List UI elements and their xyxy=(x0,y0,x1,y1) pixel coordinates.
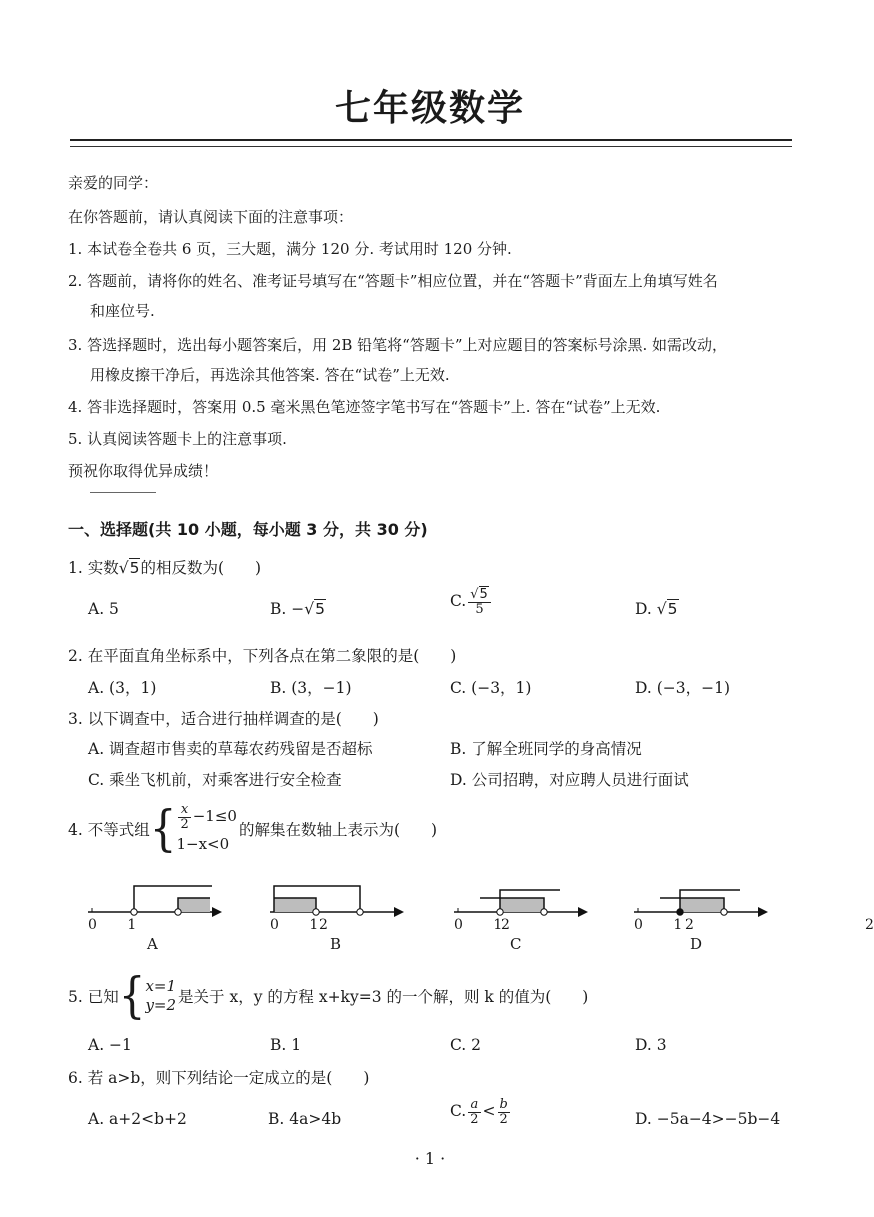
notice-item-continued: 用橡皮擦干净后，再选涂其他答案. 答在“试卷”上无效. xyxy=(90,366,450,384)
q3-option-d: D. 公司招聘，对应聘人员进行面试 xyxy=(450,771,689,789)
axis-ticks-c: 0 1 2 xyxy=(454,917,694,933)
notice-item: 3. 答选择题时，选出每小题答案后，用 2B 铅笔将“答题卡”上对应题目的答案标号涂黑. 如需改动， xyxy=(68,336,728,354)
notice-item-continued: 和座位号. xyxy=(90,302,155,320)
q2-option-b: B. (3，−1) xyxy=(270,679,352,697)
title-rule-thick xyxy=(70,139,792,141)
inequality-system: $\frac{x}{2}$ −1≤0 1−x<0 xyxy=(176,802,237,854)
question-2-stem: 2. 在平面直角坐标系中，下列各点在第二象限的是( ) xyxy=(68,647,457,665)
q4-label-a: A xyxy=(147,935,158,953)
notice-item: 4. 答非选择题时，答案用 0.5 毫米黑色笔迹签字笔书写在“答题卡”上. 答在“试卷”上无效. xyxy=(68,398,661,416)
q5-option-a: A. −1 xyxy=(88,1036,132,1054)
q5-option-d: D. 3 xyxy=(635,1036,667,1054)
equation-system: x=1 y=2 xyxy=(145,976,177,1014)
notice-greeting: 亲爱的同学： xyxy=(68,174,159,192)
q1-text-end: 的相反数为( ) xyxy=(140,559,262,577)
q1-option-b: B. −√5 xyxy=(270,600,325,618)
question-4-stem: 4. 不等式组{ $\frac{x}{2}$ −1≤0 1−x<0 的解集在数轴上表示为( ) xyxy=(68,800,438,857)
q6-option-a: A. a+2<b+2 xyxy=(88,1110,187,1128)
q2-option-c: C. (−3，1) xyxy=(450,679,532,697)
q1-option-c: C. $\frac{√5}{5}$ xyxy=(450,588,493,616)
q3-option-c: C. 乘坐飞机前，对乘客进行安全检查 xyxy=(88,771,342,789)
q5-option-b: B. 1 xyxy=(270,1036,302,1054)
page-title: 七年级数学 xyxy=(334,88,525,129)
sqrt-expression: √5 xyxy=(118,559,140,577)
notice-item: 5. 认真阅读答题卡上的注意事项. xyxy=(68,430,287,448)
question-5-stem: 5. 已知{ x=1 y=2 是关于 x，y 的方程 x+ky=3 的一个解，则 k 的值为( ) xyxy=(68,967,589,1024)
q4-label-b: B xyxy=(330,935,342,953)
q1-text: 1. 实数 xyxy=(68,559,119,577)
q6-option-c: C. $\frac{a}{2}$ < $\frac{b}{2}$ xyxy=(450,1097,508,1127)
axis-ticks-d: 0 1 2 xyxy=(634,917,874,933)
brace-symbol: { xyxy=(149,800,177,857)
q3-option-a: A. 调查超市售卖的草莓农药残留是否超标 xyxy=(88,740,373,758)
notice-closing: 预祝你取得优异成绩！ xyxy=(68,462,219,480)
q6-option-d: D. −5a−4>−5b−4 xyxy=(635,1110,781,1128)
question-6-stem: 6. 若 a>b，则下列结论一定成立的是( ) xyxy=(68,1069,370,1087)
axis-ticks-a: 0 1 2 xyxy=(88,917,328,933)
notice-intro: 在你答题前，请认真阅读下面的注意事项： xyxy=(68,208,354,226)
brace-symbol: { xyxy=(118,967,146,1024)
q4-label-d: D xyxy=(690,935,703,953)
q3-option-b: B. 了解全班同学的身高情况 xyxy=(450,740,642,758)
divider xyxy=(90,492,156,493)
q5-option-c: C. 2 xyxy=(450,1036,482,1054)
q1-option-a: A. 5 xyxy=(88,600,119,618)
question-1-stem xyxy=(68,556,261,578)
notice-item: 2. 答题前，请将你的姓名、准考证号填写在“答题卡”相应位置，并在“答题卡”背面左上角填写姓名 xyxy=(68,272,718,290)
q6-option-b: B. 4a>4b xyxy=(268,1110,342,1128)
q1-option-d: D. √5 xyxy=(635,600,678,618)
q2-option-a: A. (3，1) xyxy=(88,679,157,697)
q4-label-c: C xyxy=(510,935,522,953)
title-rule-thin xyxy=(70,146,792,147)
q2-option-d: D. (−3，−1) xyxy=(635,679,731,697)
notice-item: 1. 本试卷全卷共 6 页，三大题，满分 120 分. 考试用时 120 分钟. xyxy=(68,240,512,258)
axis-ticks-b: 0 1 2 xyxy=(270,917,510,933)
section-heading: 一、选择题(共 10 小题，每小题 3 分，共 30 分) xyxy=(68,520,428,539)
page-number: · 1 · xyxy=(414,1149,446,1168)
question-3-stem: 3. 以下调查中，适合进行抽样调查的是( ) xyxy=(68,710,379,728)
